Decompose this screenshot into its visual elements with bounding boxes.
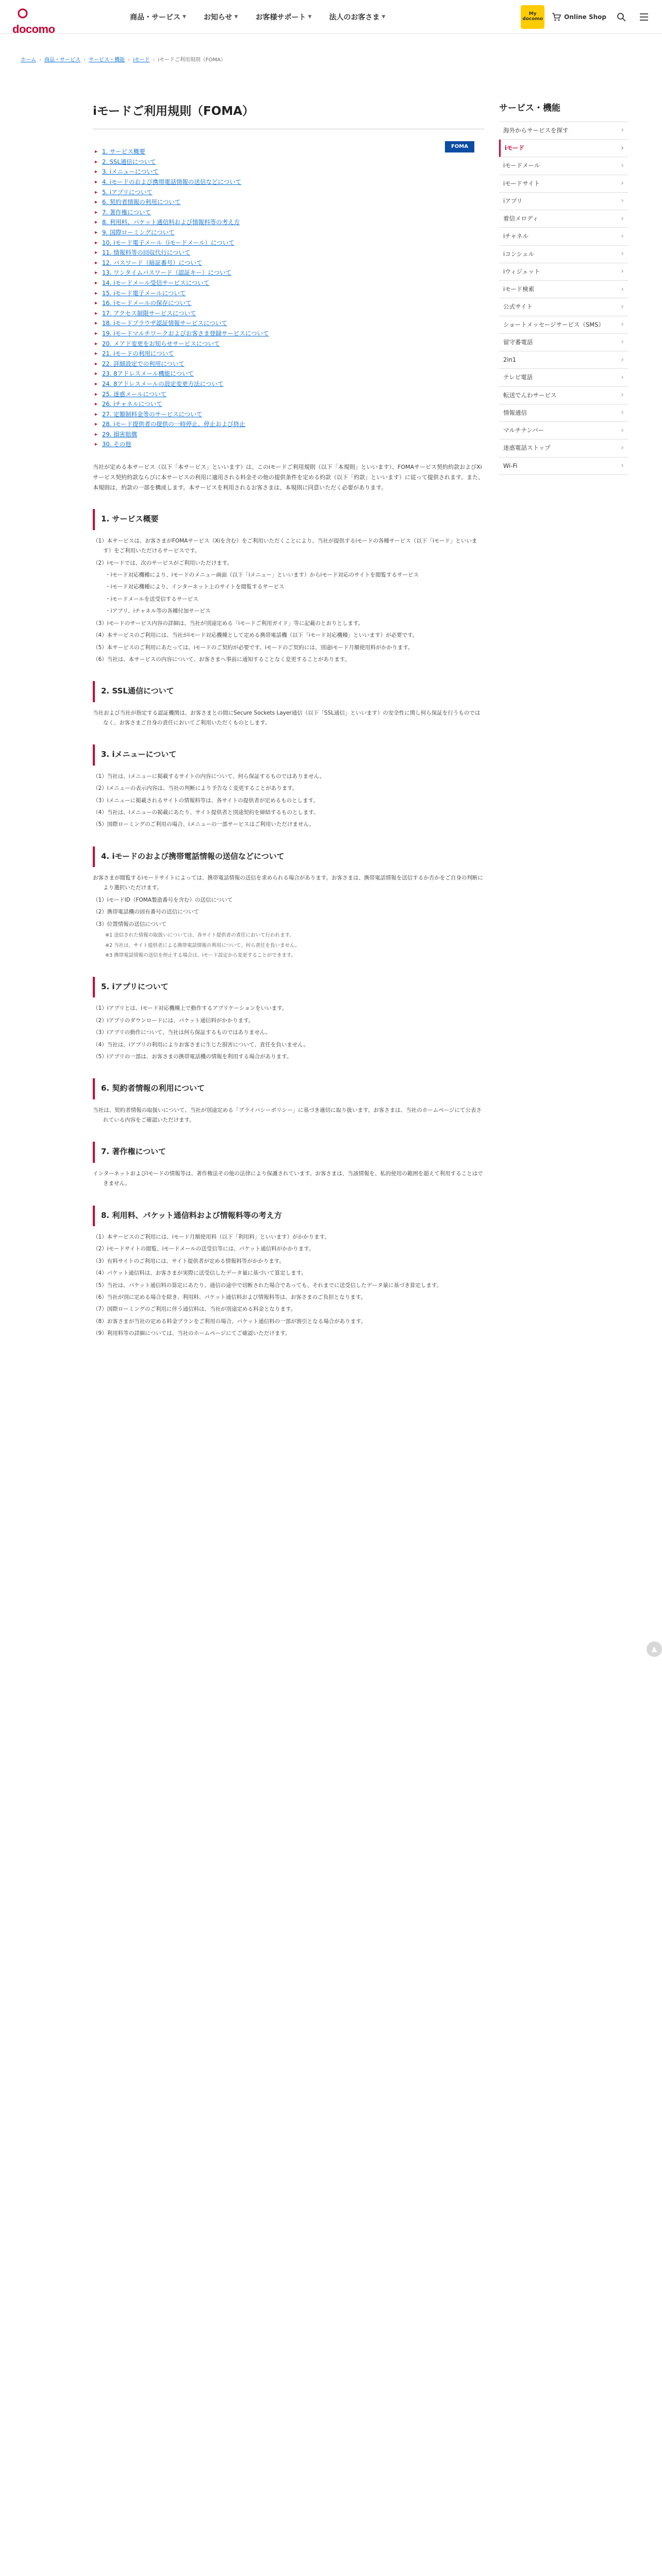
section-paragraph: （3）iアプリの動作について、当社は何ら保証するものではありません。 — [93, 1029, 271, 1036]
section-paragraph: （1）iアプリとは、iモード対応機種上で動作するアプリケーションをいいます。 — [93, 1005, 288, 1012]
gnav-business[interactable]: 法人のお客さま ▼ — [329, 13, 386, 22]
toc-item[interactable]: ▸ 10. iモード電子メール（iモードメール）について — [93, 238, 485, 248]
toc-item[interactable]: ▸ 23. 8アドレスメール機能について — [93, 369, 485, 379]
hamburger-icon — [639, 13, 649, 21]
sidebar-item[interactable]: iコンシェル › — [499, 246, 628, 263]
sidebar — [499, 101, 628, 475]
section-paragraph: （5）本サービスのご利用にあたっては、iモードのご契約が必要です。iモードのご契約には、別途iモード月額使用料がかかります。 — [93, 644, 413, 651]
toc-item[interactable]: ▸ 18. iモードブラウザ認証情報サービスについて — [93, 318, 485, 329]
global-nav — [130, 11, 385, 24]
sidebar-item[interactable]: 海外からサービスを探す › — [499, 122, 628, 140]
toc-item[interactable]: ▸ 1. サービス概要 — [93, 147, 485, 157]
sidebar-item[interactable]: iモード検索 › — [499, 281, 628, 298]
breadcrumb-products[interactable]: 商品・サービス — [44, 57, 80, 63]
section-heading: 3. iメニューについて — [93, 744, 485, 765]
section-paragraph: （2）iモードサイトの閲覧、iモードメールの送受信等には、パケット通信料がかかります。 — [93, 1246, 315, 1252]
gnav-support[interactable]: お客様サポート ▼ — [255, 13, 312, 22]
policy-section — [93, 1142, 485, 1189]
page-title: iモードご利用規則（FOMA） — [93, 101, 485, 129]
toc-item[interactable]: ▸ 11. 情報料等の回収代行について — [93, 248, 485, 258]
section-paragraph: （5）iアプリの一部は、お客さまの携帯電話機の情報を利用する場合があります。 — [93, 1053, 292, 1060]
sidebar-item[interactable]: iモードメール › — [499, 157, 628, 175]
section-paragraph: （1）iモードID（FOMA製造番号を含む）の送信について — [93, 896, 233, 903]
breadcrumb-current: iモードご利用規則（FOMA） — [158, 57, 226, 63]
section-paragraph: （1）本サービスのご利用には、iモード月額使用料（以下「利用料」といいます）がかかります。 — [93, 1233, 330, 1240]
section-heading: 7. 著作権について — [93, 1142, 485, 1162]
breadcrumb-home[interactable]: ホーム — [21, 57, 36, 63]
section-paragraph: （3）有料サイトのご利用には、サイト提供者が定める情報料等がかかります。 — [93, 1258, 285, 1264]
sidebar-item[interactable]: iアプリ › — [499, 193, 628, 210]
section-paragraph: （3）iメニューに掲載されるサイトの情報料等は、各サイトの提供者が定めるものとします。 — [93, 797, 319, 804]
section-paragraph: （2）携帯電話機の固有番号の送信について — [93, 909, 199, 916]
section-paragraph: （3）iモードのサービス内容の詳細は、当社が別途定める「iモードご利用ガイド」等に記載のとおりとします。 — [93, 620, 364, 626]
chevron-down-icon: ▼ — [382, 14, 386, 20]
main-content — [93, 101, 485, 1341]
toc-item[interactable]: ▸ 15. iモード電子メールについて — [93, 289, 485, 299]
toc-item[interactable]: ▸ 27. 定額制料金等のサービスについて — [93, 410, 485, 420]
chevron-down-icon: ▼ — [183, 14, 186, 20]
toc-item[interactable]: ▸ 17. アクセス制限サービスについて — [93, 309, 485, 319]
menu-button[interactable] — [636, 9, 652, 25]
toc-item[interactable]: ▸ 4. iモードのおよび携帯電話情報の送信などについて — [93, 177, 485, 188]
section-paragraph: 当社は、契約者情報の取扱いについて、当社が別途定める「プライバシーポリシー」に基づき適切に取り扱います。お客さまは、当社のホームページにて公表されている内容をご確認いただけます。 — [93, 1107, 482, 1124]
sidebar-item[interactable]: Wi-Fi › — [499, 457, 628, 475]
policy-section — [93, 846, 485, 960]
section-paragraph: 当社および当社が指定する認証機関は、お客さまとの間にSecure Sockets Layer通信（以下「SSL通信」といいます）の安全性に関し何ら保証を行うものではなく、お客さまご自身の責任においてご利用いただくものとします。 — [93, 709, 481, 726]
policy-section — [93, 744, 485, 829]
section-paragraph: （6）当社が別に定める場合を除き、利用料、パケット通信料および情報料等は、お客さまのご負担となります。 — [93, 1294, 366, 1300]
section-heading: 6. 契約者情報の利用について — [93, 1078, 485, 1099]
section-paragraph: （6）当社は、本サービスの内容について、お客さまへ事前に通知することなく変更することがあります。 — [93, 656, 350, 663]
toc-item[interactable]: ▸ 22. 詳細設定での利用について — [93, 359, 485, 369]
policy-section — [93, 1206, 485, 1339]
toc-item[interactable]: ▸ 13. ワンタイムパスワード（認証キー）について — [93, 268, 485, 278]
toc-item[interactable]: ▸ 20. メアド変更をお知らせサービスについて — [93, 339, 485, 349]
toc-item[interactable]: ▸ 21. iモードの利用について — [93, 349, 485, 359]
sections — [93, 509, 485, 1338]
section-paragraph: （1）本サービスは、お客さまがFOMAサービス（Xiを含む）をご利用いただくことにより、当社が提供するiモードの各種サービス（以下「iモード」といいます）をご利用いただけるサービスです。 — [93, 537, 477, 554]
section-paragraph: （2）iアプリのダウンロードには、パケット通信料がかかります。 — [93, 1017, 254, 1024]
section-heading: 2. SSL通信について — [93, 681, 485, 702]
toc-item[interactable]: ▸ 29. 損害賠償 — [93, 430, 485, 440]
toc-item[interactable]: ▸ 12. パスワード（暗証番号）について — [93, 258, 485, 268]
section-paragraph: （2）iモードでは、次のサービスがご利用いただけます。 — [93, 560, 233, 566]
section-paragraph: （5）国際ローミングのご利用の場合、iメニューの一部サービスはご利用いただけません。 — [93, 821, 315, 828]
search-button[interactable] — [614, 9, 629, 25]
chevron-up-icon: ▲ — [651, 1645, 657, 1653]
section-heading: 8. 利用料、パケット通信料および情報料等の考え方 — [93, 1206, 485, 1226]
section-paragraph: （4）本サービスのご利用には、当社がiモード対応機種として定める携帯電話機（以下「iモード対応機種」といいます）が必要です。 — [93, 632, 418, 639]
breadcrumb-separator: › — [128, 57, 130, 63]
policy-section — [93, 681, 485, 728]
my-docomo-button[interactable]: My docomo — [521, 5, 544, 29]
sidebar-item[interactable]: iチャネル › — [499, 228, 628, 245]
toc-item[interactable]: ▸ 19. iモードマルチワークおよびお客さま登録サービスについて — [93, 329, 485, 339]
toc-item[interactable]: ▸ 26. iチャネルについて — [93, 399, 485, 410]
section-heading: 4. iモードのおよび携帯電話情報の送信などについて — [93, 846, 485, 867]
section-paragraph: （2）iメニューの表示内容は、当社の判断により予告なく変更することがあります。 — [93, 785, 298, 792]
toc-item[interactable]: ▸ 24. 8アドレスメールの設定変更方法について — [93, 379, 485, 389]
chevron-down-icon: ▼ — [308, 14, 312, 20]
breadcrumb-separator: › — [84, 57, 86, 63]
toc-item[interactable]: ▸ 7. 著作権について — [93, 208, 485, 218]
gnav-products[interactable]: 商品・サービス ▼ — [130, 13, 186, 22]
sidebar-item[interactable]: iウィジェット › — [499, 263, 628, 281]
sidebar-item[interactable]: ショートメッセージサービス（SMS） › — [499, 316, 628, 334]
section-paragraph: （9）利用料等の詳細については、当社のホームページにてご確認いただけます。 — [93, 1330, 291, 1337]
section-subitem: ・iモードメールを送受信するサービス — [105, 596, 198, 602]
chevron-down-icon: ▼ — [234, 14, 238, 20]
foma-badge: FOMA — [445, 141, 474, 152]
toc-item[interactable]: ▸ 6. 契約者情報の利用について — [93, 197, 485, 208]
section-note: ※3 携帯電話情報の送信を停止する場合は、iモード設定から変更することができます。 — [105, 953, 296, 959]
toc-item[interactable]: ▸ 8. 利用料、パケット通信料および情報料等の考え方 — [93, 217, 485, 228]
online-shop-link[interactable]: Online Shop — [552, 12, 606, 23]
breadcrumb-separator: › — [153, 57, 155, 63]
sidebar-item[interactable]: 迷惑電話ストップ › — [499, 439, 628, 457]
section-paragraph: インターネットおよびiモードの情報等は、著作権法その他の法律により保護されています。お客さまは、当該情報を、私的使用の範囲を超えて利用することはできません。 — [93, 1170, 483, 1187]
back-to-top-button[interactable] — [647, 1641, 662, 1657]
docomo-logo[interactable] — [12, 7, 69, 36]
breadcrumb-services[interactable]: サービス・機能 — [89, 57, 125, 63]
toc-item[interactable]: ▸ 25. 迷惑メールについて — [93, 389, 485, 400]
global-header — [0, 0, 662, 34]
breadcrumb-imode[interactable]: iモード — [133, 57, 150, 63]
intro-text: 当社が定める本サービス（以下「本サービス」といいます）は、このiモードご利用規則（以下「本規則」といいます）、FOMAサービス契約約款およびXiサービス契約約款ならびに本サービスの利用に適用される料金その他の提供条件を定める約款（以下「約款」といいます）に従って提供されます。また、本規則は、約款の一部を構成します。本サービスを利用されるお客さまは、本規則に同意いただく必要があります。 — [93, 464, 484, 491]
sidebar-item[interactable]: 留守番電話 › — [499, 334, 628, 351]
toc-item[interactable]: ▸ 9. 国際ローミングについて — [93, 228, 485, 238]
search-icon — [617, 12, 626, 22]
section-paragraph: （3）位置情報の送信について — [93, 921, 167, 927]
section-paragraph: お客さまが閲覧するiモードサイトによっては、携帯電話情報の送信を求められる場合があります。お客さまは、携帯電話情報を送信するか否かをご自身の判断により選択いただけます。 — [93, 875, 483, 891]
toc-item[interactable]: ▸ 28. iモード提供者の提供の一時停止、停止および終止 — [93, 419, 485, 430]
section-paragraph: （4）パケット通信料は、お客さまが実際に送受信したデータ量に基づいて算定します。 — [93, 1270, 307, 1277]
sidebar-item[interactable]: 公式サイト › — [499, 298, 628, 316]
section-subitem: ・iアプリ、iチャネル等の各種付加サービス — [105, 608, 211, 615]
section-paragraph: （1）当社は、iメニューに掲載するサイトの内容について、何ら保証するものではありません。 — [93, 773, 325, 779]
section-paragraph: （4）当社は、iアプリの利用によりお客さまに生じた損害について、責任を負いません。 — [93, 1041, 309, 1048]
toc-item[interactable]: ▸ 2. SSL通信について — [93, 157, 485, 167]
section-heading: 5. iアプリについて — [93, 977, 485, 997]
breadcrumb — [21, 56, 226, 65]
toc-item[interactable]: ▸ 3. iメニューについて — [93, 167, 485, 177]
sidebar-item[interactable]: iモード › — [499, 140, 628, 157]
policy-section — [93, 509, 485, 665]
gnav-news[interactable]: お知らせ ▼ — [203, 13, 238, 22]
section-heading: 1. サービス概要 — [93, 509, 485, 530]
section-note: ※2 当社は、サイト提供者による携帯電話情報の利用について、何ら責任を負いません。 — [105, 942, 300, 948]
header-actions — [521, 5, 652, 29]
sidebar-title: サービス・機能 — [499, 103, 560, 113]
sidebar-item[interactable]: 着信メロディ › — [499, 210, 628, 228]
table-of-contents — [93, 147, 485, 450]
section-paragraph: （7）国際ローミングのご利用に伴う通信料は、当社が別途定める料金となります。 — [93, 1306, 296, 1313]
sidebar-item[interactable]: 転送でんわサービス › — [499, 387, 628, 404]
section-paragraph: （8）お客さまが当社の定める料金プランをご利用の場合、パケット通信料の一部が割引となる場合があります。 — [93, 1318, 367, 1325]
toc-item[interactable]: ▸ 16. iモードメールの保存について — [93, 298, 485, 309]
section-note: ※1 送信された情報の取扱いについては、各サイト提供者の責任において行われます。 — [105, 933, 294, 939]
sidebar-item[interactable]: iモードサイト › — [499, 175, 628, 193]
sidebar-list — [499, 122, 628, 475]
policy-section — [93, 977, 485, 1062]
cart-icon — [552, 12, 561, 22]
section-subitem: ・iモード対応機種により、iモードのメニュー画面（以下「iメニュー」といいます）からiモード対応のサイトを閲覧するサービス — [105, 571, 419, 578]
toc-item[interactable]: ▸ 14. iモードメール受信サービスについて — [93, 278, 485, 289]
breadcrumb-separator: › — [39, 57, 41, 63]
section-paragraph: （5）当社は、パケット通信料の算定にあたり、通信の途中で切断された場合であっても、それまでに送受信したデータ量に基づき算定します。 — [93, 1282, 442, 1289]
section-subitem: ・iモード対応機種により、インターネット上のサイトを閲覧するサービス — [105, 584, 285, 590]
brand-wordmark: docomo — [12, 23, 55, 36]
sidebar-item[interactable]: 情報通信 › — [499, 404, 628, 422]
toc-item[interactable]: ▸ 5. iアプリについて — [93, 188, 485, 198]
sidebar-item[interactable]: マルチナンバー › — [499, 422, 628, 439]
policy-section — [93, 1078, 485, 1125]
sidebar-item[interactable]: 2in1 › — [499, 351, 628, 369]
section-paragraph: （4）当社は、iメニューの掲載にあたり、サイト提供者と別途契約を締結するものとします。 — [93, 809, 319, 816]
toc-item[interactable]: ▸ 30. その他 — [93, 439, 485, 450]
sidebar-item[interactable]: テレビ電話 › — [499, 369, 628, 386]
